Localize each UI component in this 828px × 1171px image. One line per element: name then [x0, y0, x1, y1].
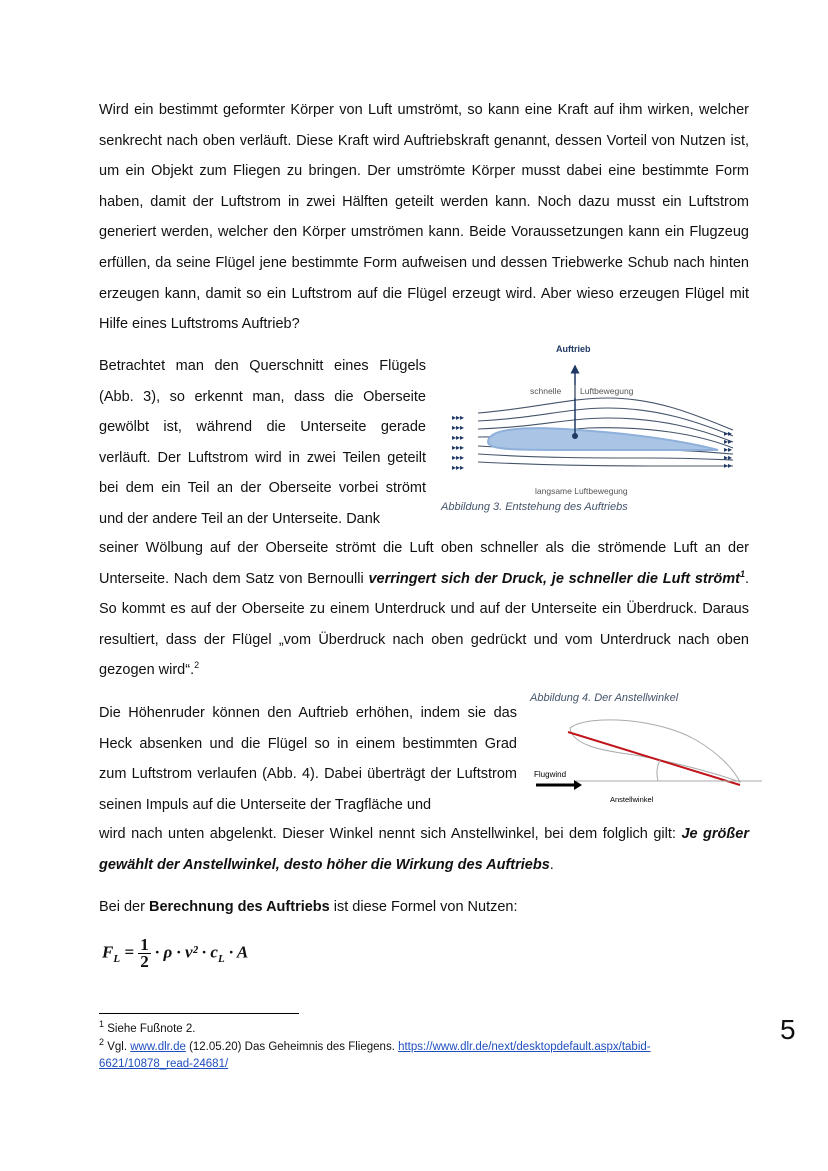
airfoil-flow-graphic — [448, 338, 748, 498]
formula-tail: · A — [228, 942, 249, 962]
angle-rule-text: wird nach unten abgelenkt. Dieser Winkel nennt sich Anstellwinkel, bei dem folglich gilt: — [99, 826, 676, 842]
svg-text:▸▸▸: ▸▸▸ — [452, 423, 465, 432]
formula-fraction — [138, 937, 151, 970]
footnote-1-text: Siehe Fußnote 2. — [107, 1023, 196, 1035]
formula-lhs-sub: L — [113, 952, 121, 965]
label-fast-right: Luftbewegung — [580, 386, 634, 396]
bernoulli-tail: . So kommt es auf der Oberseite zu einem Unterdruck und auf der Unterseite ein Überdruck. Daraus resultiert, dass der Flügel „vom Überdruck nach oben gedrückt und vom Unterdruck nach oben gezogen wird“. — [99, 570, 749, 679]
label-fast-left: schnelle — [530, 386, 562, 396]
label-slow: langsame Luftbewegung — [535, 486, 628, 496]
footnote-ref-2: 2 — [194, 660, 200, 671]
svg-text:▸▸: ▸▸ — [724, 453, 733, 462]
caption-figure-3: Abbildung 3. Entstehung des Auftriebs — [441, 501, 628, 513]
footnote-2-link-dlr[interactable]: www.dlr.de — [130, 1041, 186, 1053]
footnote-1 — [99, 1021, 739, 1038]
wing-outline — [570, 720, 740, 782]
label-flugwind: Flugwind — [534, 770, 567, 779]
chord-line — [568, 732, 740, 785]
formula-lhs: F — [102, 942, 114, 962]
svg-text:▸▸▸: ▸▸▸ — [452, 433, 465, 442]
svg-text:▸▸▸: ▸▸▸ — [452, 463, 465, 472]
formula-intro-bold: Berechnung des Auftriebs — [148, 899, 330, 915]
formula-body: · ρ · v² · c — [155, 942, 218, 962]
formula-denominator: 2 — [140, 952, 149, 971]
angle-rule-end: . — [549, 856, 554, 873]
page-number: 5 — [780, 1014, 796, 1045]
bernoulli-text: seiner Wölbung auf der Oberseite strömt die Luft oben schneller als die strömende Luft an der Unterseite. Nach dem Satz von Bernoulli — [99, 540, 749, 587]
bernoulli-emphasis-text: verringert sich der Druck, je schneller die Luft strömt — [368, 570, 740, 587]
svg-text:▸▸: ▸▸ — [724, 429, 733, 438]
footnote-separator — [99, 1013, 299, 1014]
svg-text:▸▸: ▸▸ — [724, 437, 733, 446]
formula-numerator: 1 — [140, 935, 149, 954]
lift-origin-dot — [572, 433, 578, 439]
bernoulli-emphasis — [368, 568, 745, 587]
formula-intro-post: ist diese Formel von Nutzen: — [333, 899, 518, 915]
label-auftrieb: Auftrieb — [556, 344, 591, 354]
outflow-arrows — [724, 429, 732, 470]
paragraph-cross-section: Betrachtet man den Querschnitt eines Flügels (Abb. 3), so erkennt man, dass die Oberseite gewölbt ist, während die Unterseite gerade verläuft. Der Luftstrom wird in zwei Teilen geteilt bei dem ein Teil an der Oberseite vorbei strömt und der andere Teil an der Unterseite. Dank — [99, 358, 426, 527]
paragraph-intro: Wird ein bestimmt geformter Körper von Luft umströmt, so kann eine Kraft auf ihm wirken, welcher senkrecht nach oben verläuft. Diese Kraft wird Auftriebskraft genannt, dessen Vorteil von Nutzen ist, um ein Objekt zum Fliegen zu bringen. Der umströmte Körper musst dabei eine bestimmte Form haben, damit der Luftstrom in zwei Hälften geteilt werden kann. Noch dazu musst ein Luftstrom generiert werden, welcher den Körper umströmen kann. Beide Voraussetzungen kann ein Flugzeug erfüllen, da seine Flügel jene bestimmte Form aufweisen und dessen Triebwerke Schub nach hinten erzeugen kann, damit so ein Luftstrom auf die Flügel erzeugt wird. Aber wieso erzeugen Flügel mit Hilfe eines Luftstroms Auftrieb? — [99, 102, 749, 333]
footnote-2 — [99, 1039, 739, 1073]
footnote-1-num: 1 — [99, 1019, 105, 1030]
paragraph-formula-intro — [99, 892, 749, 923]
lift-formula — [102, 937, 248, 970]
footnote-ref-1: 1 — [739, 568, 745, 579]
caption-figure-4: Abbildung 4. Der Anstellwinkel — [530, 692, 679, 704]
paragraph-angle-rule — [99, 819, 749, 880]
figure-lift-diagram — [448, 338, 748, 498]
svg-text:▸▸: ▸▸ — [724, 445, 733, 454]
figure-angle-of-attack — [528, 708, 764, 808]
paragraph-elevator: Die Höhenruder können den Auftrieb erhöhen, indem sie das Heck absenken und die Flügel so in einem bestimmten Grad zum Luftstrom verlaufen (Abb. 4). Dabei überträgt der Luftstrom seinen Impuls auf die Unterseite der Tragfläche und — [99, 705, 517, 813]
label-anstellwinkel: Anstellwinkel — [610, 795, 654, 804]
formula-intro-pre: Bei der — [99, 899, 145, 915]
footnote-2-num: 2 — [99, 1037, 105, 1048]
svg-text:▸▸▸: ▸▸▸ — [452, 413, 465, 422]
footnote-2-mid: (12.05.20) Das Geheimnis des Fliegens. — [189, 1041, 395, 1053]
formula-c-sub: L — [217, 952, 225, 965]
angle-arc — [657, 760, 660, 781]
inflow-arrows — [452, 413, 464, 472]
svg-text:▸▸▸: ▸▸▸ — [452, 443, 465, 452]
paragraph-bernoulli — [99, 533, 749, 686]
svg-text:▸▸▸: ▸▸▸ — [452, 453, 465, 462]
angle-rule-emphasis: Je größer gewählt der Anstellwinkel, desto höher die Wirkung des Auftriebs — [99, 826, 749, 873]
svg-text:▸▸: ▸▸ — [724, 461, 733, 470]
footnote-2-pre: Vgl. — [107, 1041, 128, 1053]
wing-profile — [488, 428, 718, 450]
formula-equals: = — [124, 942, 135, 962]
footnote-2-link-article[interactable]: https://www.dlr.de/next/desktopdefault.aspx/tabid-6621/10878_read-24681/ — [99, 1041, 651, 1070]
angle-of-attack-graphic — [528, 708, 764, 808]
